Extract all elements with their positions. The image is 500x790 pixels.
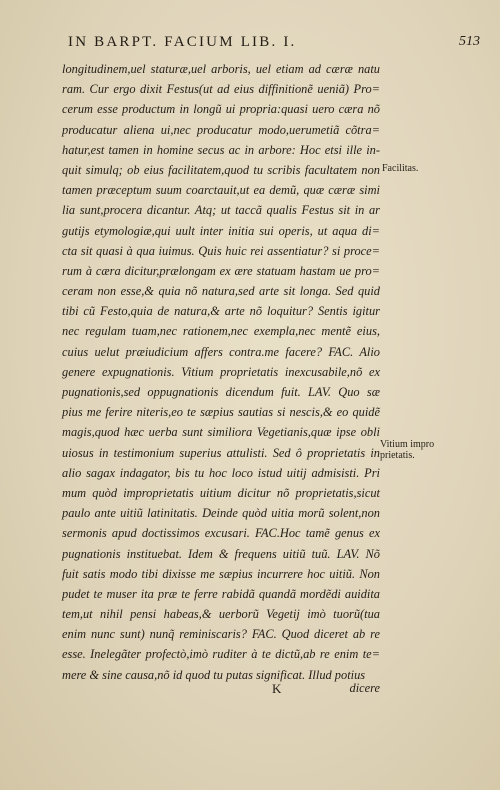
text-line: alio sagax indagator, bis tu hoc loco istud uitij admisisti. Pri xyxy=(62,465,380,480)
text-line: pugnationis instituebat. Idem & frequens uitiũ tuũ. LAV. Nõ xyxy=(62,546,380,561)
text-line: enim nunc sunt) nunq̃ reminiscaris? FAC. Quod diceret ab re xyxy=(62,627,380,642)
text-line: pugnationis,sed oppugnationis dicendum fuit. LAV. Quo sæ xyxy=(62,385,380,399)
text-line: rum à cæra dicitur,prælongam ex ære statuam hastam ue pro= xyxy=(62,263,380,278)
text-line: mum quòd improprietatis uitium dicitur nõ proprietatis,sicut xyxy=(62,485,380,500)
running-head: IN BARPT. FACIUM LIB. I. xyxy=(68,34,297,50)
text-line: esse. Inelegãter profectò,imò ruditer à te dictũ,ab re enim te= xyxy=(62,647,380,662)
text-line: mere & sine causa,nõ id quod tu putas significat. Illud potius xyxy=(62,667,366,682)
text-line: magis,quod hæc uerba sunt similiora Vegetianis,quæ ipse obli xyxy=(62,425,380,440)
text-line: nec regulam tuam,nec rationem,nec exempla,nec mentẽ eius, xyxy=(62,324,380,339)
text-line: genere expugnationis. Vitium proprietatis inexcusabile,nõ ex xyxy=(62,364,380,379)
text-line: pius me ferire niteris,eo te sæpius sautias si nescis,& eo quidẽ xyxy=(62,405,380,420)
text-line: quit simulq; ob eius facilitatem,quod tu scribis facultatem non xyxy=(62,162,380,177)
text-line: hatur,est tamen in homine secus ac in arbore: Hoc etsi ille in- xyxy=(62,142,380,157)
text-line: uiosus in testimonium superius attulisti. Sed ô proprietatis in xyxy=(62,445,380,460)
text-line: gutijs etymologiæ,qui uult inter initia sui operis, ut aqua di= xyxy=(62,223,380,238)
text-line: lia sunt,procera dicantur. Atq; ut taccã qualis Festus sit in ar xyxy=(62,203,380,218)
text-line: ram. Cur ergo dixit Festus(ut ad eius diffinitionẽ ueniã) Pro= xyxy=(62,82,380,97)
text-line: fuit satis modo tibi dixisse me sæpius incurrere hoc uitiũ. Non xyxy=(62,566,380,581)
signature-mark: K xyxy=(272,681,282,696)
text-line: ceram non esse,& quia nõ natura,sed arte sit longa. Sed quid xyxy=(62,284,380,299)
text-line: tamen præceptum suum coarctauit,ut ea demũ, quæ cæræ simi xyxy=(62,183,380,198)
text-line: cta sit quasi à qua iuimus. Quis huic rei assentiatur? si proce= xyxy=(62,243,380,258)
text-line: pudet te muser ita præ te ferre rabidã quandã mordẽdi auidita xyxy=(62,586,380,601)
text-line: longitudinem,uel staturæ,uel arboris, uel etiam ad cæræ natu xyxy=(62,62,380,76)
page-header xyxy=(60,34,480,54)
text-line: paulo ante uitiũ latinitatis. Deinde quòd uitia morũ solent,non xyxy=(62,506,380,521)
text-line: sermonis apud doctissimos excusari. FAC.Hoc tamẽ genus ex xyxy=(62,526,380,541)
page-number: 513 xyxy=(459,34,480,49)
text-line: tibi cũ Festo,quia de natura,& arte nõ loquitur? Sentis igitur xyxy=(62,304,380,319)
text-line: cerum esse productum in longũ ui propria:quasi uero cæra nõ xyxy=(62,102,380,117)
text-line: cuius uelut præiudicium affers contra.me facere? FAC. Alio xyxy=(62,344,380,359)
body-text xyxy=(62,59,380,685)
marginal-note: Vitium impro prietatis. xyxy=(380,439,435,461)
text-line: tem,ut nihil pensi habeas,& uerborũ Vegetij imò tuorũ(tua xyxy=(62,607,380,622)
marginal-note: Facilitas. xyxy=(382,163,419,174)
catchword-line xyxy=(62,681,380,699)
text-line: producatur aliena ui,nec producatur modo,uerumetiã cõtra= xyxy=(62,122,380,137)
catchword: dicere xyxy=(349,681,380,695)
